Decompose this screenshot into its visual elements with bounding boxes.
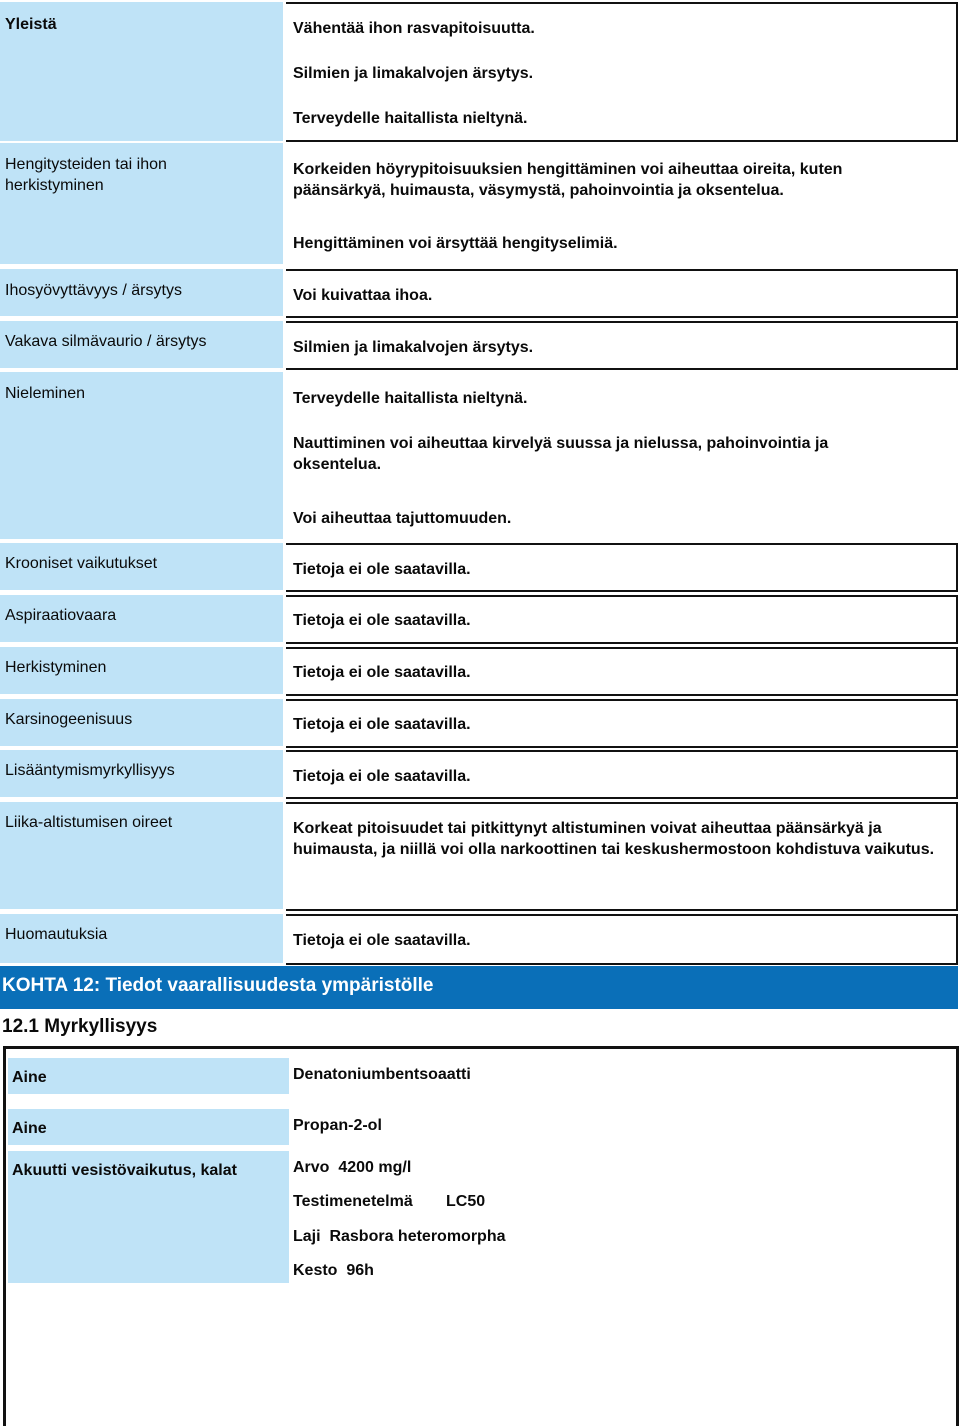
label-text: Karsinogeenisuus (5, 711, 133, 728)
row-label-iho (0, 269, 283, 316)
value-line: Voi kuivattaa ihoa. (293, 287, 433, 304)
row-label-herkistyminen (0, 647, 283, 694)
label-text: Akuutti vesistövaikutus, kalat (12, 1162, 237, 1179)
label-text: Aine (12, 1120, 47, 1137)
row-label-karsino (0, 699, 283, 746)
value-line: Vähentää ihon rasvapitoisuutta. (293, 20, 535, 37)
label-text: Yleistä (5, 16, 57, 33)
value-paragraph: Korkeat pitoisuudet tai pitkittynyt altistuminen voivat aiheuttaa päänsärkyä ja huimausta, ja niillä voi olla narkoottinen tai keskushermostoon kohdistuva vaikutus. (293, 820, 935, 858)
label-text: Liika-altistumisen oireet (5, 814, 173, 831)
label-text: Hengitysteiden tai ihon herkistyminen (5, 156, 167, 194)
tox-value-aine1: Denatoniumbentsoaatti (293, 1066, 471, 1083)
value-line: Terveydelle haitallista nieltynä. (293, 110, 528, 127)
value-line: Tietoja ei ole saatavilla. (293, 768, 471, 785)
value-line: Hengittäminen voi ärsyttää hengityselimiä. (293, 235, 618, 252)
value-line: Tietoja ei ole saatavilla. (293, 612, 471, 629)
label-text: Aine (12, 1069, 47, 1086)
label-text: Vakava silmävaurio / ärsytys (5, 333, 207, 350)
value-line: Tietoja ei ole saatavilla. (293, 932, 471, 949)
row-label-silma (0, 321, 283, 368)
section-header: KOHTA 12: Tiedot vaarallisuudesta ympäristölle (0, 966, 958, 1009)
tox-testimenetelma-value: LC50 (446, 1193, 486, 1210)
label-text: Herkistyminen (5, 659, 107, 676)
label-text: Ihosyövyttävyys / ärsytys (5, 282, 182, 299)
row-label-liika (0, 802, 283, 909)
row-label-aspiraatio (0, 595, 283, 642)
row-label-nieleminen (0, 372, 283, 539)
value-line: Silmien ja limakalvojen ärsytys. (293, 339, 534, 356)
tox-laji: Laji Rasbora heteromorpha (293, 1228, 506, 1245)
label-text: Nieleminen (5, 385, 86, 402)
value-line: Tietoja ei ole saatavilla. (293, 716, 471, 733)
label-text: Lisääntymismyrkyllisyys (5, 762, 175, 779)
label-text: Krooniset vaikutukset (5, 555, 158, 572)
tox-label-akuutti (8, 1151, 289, 1283)
label-text: Aspiraatiovaara (5, 607, 117, 624)
tox-label-aine1 (8, 1058, 289, 1094)
tox-testimenetelma-label: Testimenetelmä (293, 1193, 413, 1210)
value-paragraph: Nauttiminen voi aiheuttaa kirvelyä suussa ja nielussa, pahoinvointia ja oksentelua. (293, 435, 829, 473)
row-label-hengitys (0, 143, 283, 264)
value-line: Silmien ja limakalvojen ärsytys. (293, 65, 534, 82)
tox-arvo: Arvo 4200 mg/l (293, 1159, 412, 1176)
value-line: Tietoja ei ole saatavilla. (293, 561, 471, 578)
tox-label-aine2 (8, 1109, 289, 1145)
value-line: Terveydelle haitallista nieltynä. (293, 390, 528, 407)
tox-value-aine2: Propan-2-ol (293, 1117, 382, 1134)
section-subtitle: 12.1 Myrkyllisyys (2, 1016, 158, 1037)
value-paragraph: Korkeiden höyrypitoisuuksien hengittäminen voi aiheuttaa oireita, kuten päänsärkyä, huimausta, väsymystä, pahoinvointia ja oksentelua. (293, 161, 843, 199)
value-line: Tietoja ei ole saatavilla. (293, 664, 471, 681)
row-label-yleista (0, 2, 283, 141)
row-label-krooniset (0, 543, 283, 590)
value-line: Voi aiheuttaa tajuttomuuden. (293, 510, 512, 527)
row-label-huomautuksia (0, 914, 283, 963)
tox-kesto: Kesto 96h (293, 1262, 374, 1279)
row-label-lisaantymis (0, 750, 283, 797)
label-text: Huomautuksia (5, 926, 108, 943)
